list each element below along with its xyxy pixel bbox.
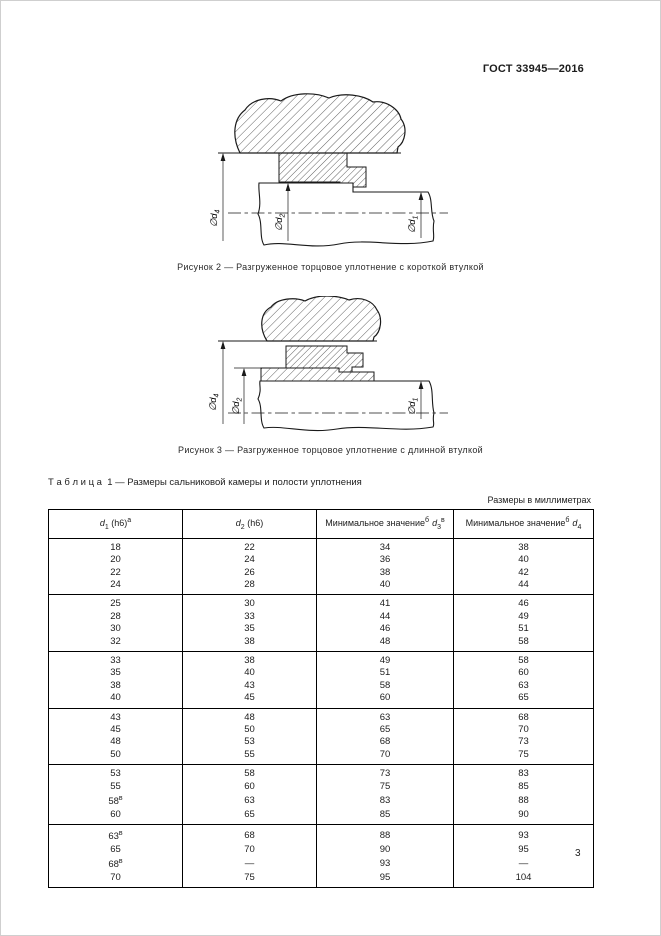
table-cell: 83 (454, 765, 594, 781)
table-cell: 40 (317, 579, 454, 595)
table-cell: 30 (110, 623, 121, 635)
table-group (49, 708, 594, 765)
table-cell: 38 (454, 538, 594, 554)
table-cell: 53 (49, 765, 183, 781)
table-cell: 53 (183, 736, 317, 748)
table-cell: 93 (454, 825, 594, 844)
table-cell: 30 (183, 595, 317, 611)
table-cell: 73 (317, 765, 454, 781)
table-title (48, 477, 362, 488)
table-group (49, 595, 594, 652)
table-cell: 22 (110, 566, 121, 578)
table-cell: 95 (454, 844, 594, 856)
table-header-row (49, 510, 594, 539)
table-cell: 85 (454, 781, 594, 793)
table-row (49, 844, 594, 856)
sleeve-section (261, 368, 374, 381)
table-cell: 34 (317, 538, 454, 554)
table-row (49, 623, 594, 635)
table-cell: 60 (317, 692, 454, 708)
table-cell: 42 (454, 567, 594, 579)
table-cell: 55 (110, 780, 121, 792)
table-row (49, 554, 594, 566)
table-row (49, 765, 594, 781)
table-cell: 70 (317, 749, 454, 765)
table-row (49, 611, 594, 623)
table-row (49, 667, 594, 679)
housing-section (235, 94, 405, 153)
table-cell: 40 (454, 554, 594, 566)
table-cell: 65 (454, 692, 594, 708)
table-cell: 35 (183, 623, 317, 635)
table-cell: 40 (183, 667, 317, 679)
table-row (49, 749, 594, 765)
table-cell: — (183, 856, 317, 872)
table-cell: 60 (183, 781, 317, 793)
table-cell: 58 (183, 765, 317, 781)
housing-section (262, 296, 381, 341)
dim-label-d2: $\emptyset d_2$ (231, 397, 244, 415)
table-title-text: — Размеры сальниковой камеры и полости уплотнения (112, 477, 362, 488)
table-row (49, 872, 594, 888)
dim-label-d4: $\emptyset d_4$ (209, 209, 222, 227)
table-cell: 24 (110, 579, 121, 591)
table-cell: 104 (454, 872, 594, 888)
figure-2-drawing (201, 91, 461, 259)
table-cell: 93 (317, 856, 454, 872)
table-cell: 40 (110, 692, 121, 704)
dimensions-table (48, 509, 594, 888)
table-cell: 38 (183, 652, 317, 668)
table-cell: 36 (317, 554, 454, 566)
table-cell: 73 (454, 736, 594, 748)
table-cell: 45 (183, 692, 317, 708)
dim-label-d4: $\emptyset d_4$ (208, 393, 221, 411)
table-header (49, 510, 594, 539)
column-header-d4-min: Минимальное значение$^б$ $d_4$ (454, 510, 594, 539)
table-row (49, 793, 594, 809)
table-cell: 68 (183, 825, 317, 844)
table-cell: 83 (317, 793, 454, 809)
table-cell: 95 (317, 872, 454, 888)
table-cell: $63^в$ (49, 825, 183, 844)
table-cell: 65 (317, 724, 454, 736)
table-cell: 58 (317, 680, 454, 692)
table-cell: 60 (110, 808, 121, 820)
table-cell: 85 (317, 809, 454, 825)
table-cell: 26 (183, 567, 317, 579)
table-cell: 48 (183, 708, 317, 724)
table-cell: 75 (183, 872, 317, 888)
table-row (49, 856, 594, 872)
table-cell: 58 (454, 652, 594, 668)
table-cell: 22 (183, 538, 317, 554)
table-cell: 20 (110, 554, 121, 566)
table-cell: 75 (317, 781, 454, 793)
column-header-d1: $d_1$ $(h6)^а$ (49, 510, 183, 539)
document-title: ГОСТ 33945—2016 (482, 63, 584, 75)
table-row (49, 652, 594, 668)
table-cell: 88 (317, 825, 454, 844)
table-group (49, 765, 594, 825)
table-row (49, 538, 594, 554)
table-cell: 46 (317, 623, 454, 635)
table-cell: 28 (183, 579, 317, 595)
table-cell: 58 (454, 636, 594, 652)
table-row (49, 736, 594, 748)
table-cell: 65 (183, 809, 317, 825)
table-cell: 18 (49, 538, 183, 554)
table-group (49, 652, 594, 709)
table-cell: 24 (183, 554, 317, 566)
table-row (49, 708, 594, 724)
table-cell: 50 (183, 724, 317, 736)
table-cell: 38 (110, 679, 121, 691)
dimension-d2 (231, 368, 262, 424)
table-cell: 46 (454, 595, 594, 611)
table-cell: 25 (49, 595, 183, 611)
table-cell: 45 (110, 724, 121, 736)
dimension-d4 (209, 153, 225, 241)
table-cell: 51 (454, 623, 594, 635)
table-cell: 43 (49, 708, 183, 724)
table-cell: 48 (317, 636, 454, 652)
table-row (49, 636, 594, 652)
table-cell: 44 (317, 611, 454, 623)
table-title-label: Т а б л и ц а 1 (48, 477, 113, 488)
table-cell: 70 (110, 871, 121, 883)
table-cell: 33 (183, 611, 317, 623)
table-cell: $58^в$ (108, 795, 123, 808)
table-cell: 70 (183, 844, 317, 856)
dim-label-d2: $\emptyset d_2$ (274, 213, 287, 231)
table-cell: 32 (110, 635, 121, 647)
table-row (49, 825, 594, 844)
table-cell: 65 (110, 843, 121, 855)
dimension-d4 (208, 341, 225, 424)
table-cell: 60 (454, 667, 594, 679)
table-cell: 35 (110, 667, 121, 679)
table-cell: 49 (454, 611, 594, 623)
table-row (49, 567, 594, 579)
table-group (49, 825, 594, 888)
table-cell: 68 (317, 736, 454, 748)
table-cell: 50 (110, 748, 121, 760)
table-cell: 41 (317, 595, 454, 611)
table-cell: 38 (317, 567, 454, 579)
table-row (49, 595, 594, 611)
table-row (49, 724, 594, 736)
dim-label-d1: $\emptyset d_1$ (407, 215, 420, 233)
table-cell: 28 (110, 610, 121, 622)
table-cell: $68^в$ (108, 858, 123, 871)
table-cell: 63 (454, 680, 594, 692)
column-header-d3-min: Минимальное значение$^б$ $d_3^в$ (317, 510, 454, 539)
table-row (49, 680, 594, 692)
table-cell: 63 (183, 793, 317, 809)
table-cell: 68 (454, 708, 594, 724)
table-cell: 90 (454, 809, 594, 825)
table-cell: 55 (183, 749, 317, 765)
figure-2-caption: Рисунок 2 — Разгруженное торцовое уплотнение с короткой втулкой (177, 262, 484, 272)
table-cell: — (454, 856, 594, 872)
table-cell: 51 (317, 667, 454, 679)
table-cell: 48 (110, 736, 121, 748)
page-number: 3 (575, 848, 581, 859)
figure-3-drawing (201, 296, 461, 438)
table-cell: 38 (183, 636, 317, 652)
table-row (49, 579, 594, 595)
table-cell: 90 (317, 844, 454, 856)
table-cell: 43 (183, 680, 317, 692)
table-row (49, 781, 594, 793)
table-cell: 44 (454, 579, 594, 595)
table-cell: 70 (454, 724, 594, 736)
units-note: Размеры в миллиметрах (487, 495, 591, 505)
figure-3-caption: Рисунок 3 — Разгруженное торцовое уплотнение с длинной втулкой (178, 445, 483, 455)
table-group (49, 538, 594, 595)
table-row (49, 809, 594, 825)
table-cell: 33 (49, 652, 183, 668)
table-row (49, 692, 594, 708)
table-cell: 63 (317, 708, 454, 724)
table-cell: 75 (454, 749, 594, 765)
column-header-d2: $d_2$ (h6) (183, 510, 317, 539)
table-cell: 88 (454, 793, 594, 809)
dim-label-d1: $\emptyset d_1$ (407, 397, 420, 415)
table-cell: 49 (317, 652, 454, 668)
